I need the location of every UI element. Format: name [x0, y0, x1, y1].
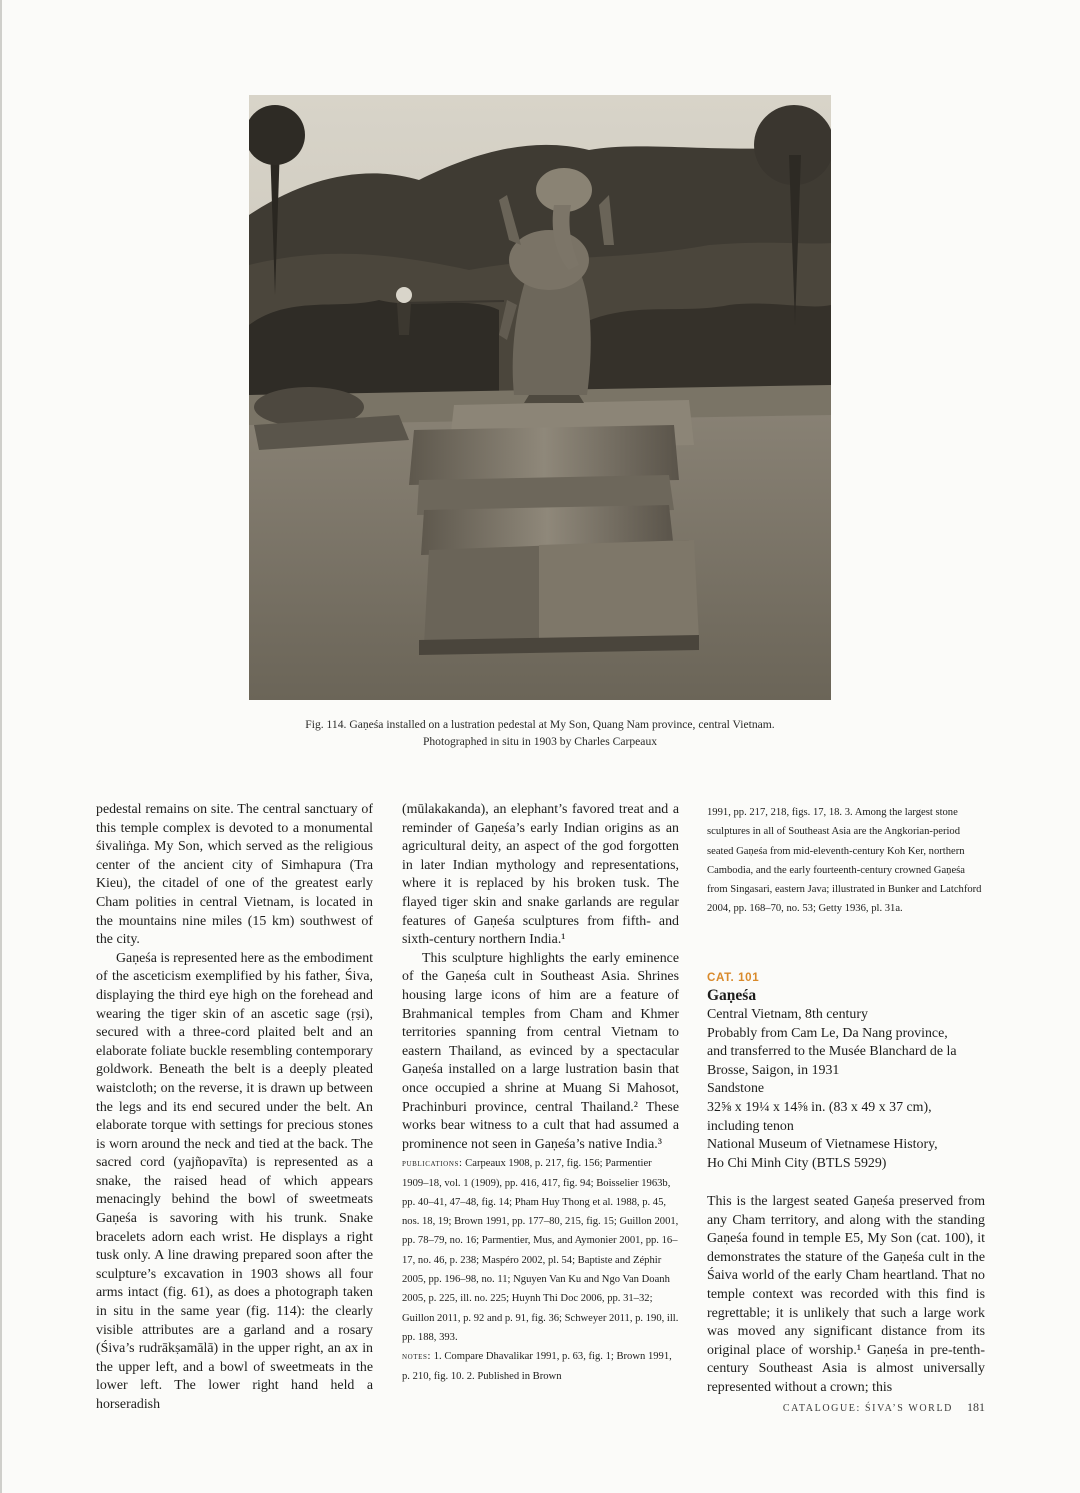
- text-column-1: [96, 801, 373, 1415]
- detail-line: Brosse, Saigon, in 1931: [707, 1062, 840, 1078]
- notes-text: 1. Compare Dhavalikar 1991, p. 63, fig. 1; Brown 1991, p. 210, fig. 10. 2. Published in Brown: [402, 1351, 672, 1382]
- catalogue-body-paragraph: This is the largest seated Gaṇeśa preserved from any Cham territory, and along with the standing Gaṇeśa found in temple E5, My Son (cat. 100), it demonstrates the stature of the Gaṇeśa cult in the Śaiva world of the early Cham heartland. That no temple context was recorded with this find is regrettable; it is unlikely that such a large work was moved any significant distance from its original place of worship.¹ Gaṇeśa in pre-tenth-century Southeast Asia is almost universally represented without a crown; this: [707, 1194, 985, 1395]
- text-column-2: [402, 801, 679, 1386]
- running-head: CATALOGUE: ŚIVA’S WORLD: [782, 1403, 953, 1414]
- catalogue-details: [707, 1006, 985, 1173]
- detail-line: Probably from Cam Le, Da Nang province,: [707, 1025, 948, 1041]
- publications-label: publications:: [402, 1158, 463, 1170]
- page-footer: [783, 1400, 985, 1415]
- detail-line: Sandstone: [707, 1081, 765, 1097]
- notes-label: notes:: [402, 1351, 432, 1363]
- detail-line: National Museum of Vietnamese History,: [707, 1137, 938, 1153]
- catalogue-entry: [707, 970, 985, 1173]
- catalogue-body: [707, 1193, 985, 1398]
- figure-photograph: [249, 95, 831, 700]
- notes-block: [402, 1347, 679, 1386]
- detail-line: and transferred to the Musée Blanchard de la: [707, 1044, 957, 1060]
- figure-caption: [200, 716, 880, 750]
- detail-line: Ho Chi Minh City (BTLS 5929): [707, 1155, 887, 1171]
- page-number: 181: [967, 1400, 985, 1414]
- detail-line: 32⅝ x 19¼ x 14⅝ in. (83 x 49 x 37 cm),: [707, 1099, 932, 1115]
- detail-line: Central Vietnam, 8th century: [707, 1007, 868, 1022]
- page-edge: [0, 0, 2, 1493]
- notes-continued: 1991, pp. 217, 218, figs. 17, 18. 3. Among the largest stone sculptures in all of Southeast Asia are the Angkorian-period seated Gaṇeśa from mid-eleventh-century Koh Ker, northern Cambodia, and the early fourteenth-century crowned Gaṇeśa from Singasari, eastern Java; illustrated in Bunker and Latchford 2004, pp. 168–70, no. 53; Getty 1936, pl. 31a.: [707, 807, 982, 915]
- column1-paragraph-1: pedestal remains on site. The central sanctuary of this temple complex is devoted to a monumental śivaliṅga. My Son, which served as the religious center of the ancient city of Simhapura (Tra Kieu), the citadel of one of the greatest early Cham polities in central Vietnam, is located in the mountains nine miles (15 km) southwest of the city.: [96, 802, 373, 948]
- caption-line-1: Fig. 114. Gaṇeśa installed on a lustration pedestal at My Son, Quang Nam province, central Vietnam.: [305, 718, 775, 731]
- catalogue-number: CAT. 101: [707, 971, 760, 984]
- detail-line: including tenon: [707, 1118, 794, 1134]
- column2-paragraph-2: This sculpture highlights the early eminence of the Gaṇeśa cult in Southeast Asia. Shrines housing large icons of him are a feature of Brahmanical temples from Cham and Khmer territories spanning from central Vietnam to eastern Thailand, as evinced by a spectacular Gaṇeśa installed on a large lustration basin that once occupied a shrine at Muang Si Mahosot, Prachinburi province, central Thailand.² These works bear witness to a cult that had assumed a prominence not seen in Gaṇeśa’s native India.³: [402, 950, 679, 1152]
- column2-paragraph-1: (mūlakakanda), an elephant’s favored treat and a reminder of Gaṇeśa’s early Indian origins as an agricultural deity, an aspect of the god forgotten in later Indian mythology and representations, where it is replaced by his broken tusk. The flayed tiger skin and snake garlands are regular features of Gaṇeśa sculptures from fifth- and sixth-century northern India.¹: [402, 802, 679, 948]
- catalogue-title: Gaṇeśa: [707, 987, 757, 1004]
- publications-block: [402, 1154, 679, 1347]
- publications-text: Carpeaux 1908, p. 217, fig. 156; Parmentier 1909–18, vol. 1 (1909), pp. 416, 417, fig. 94; Boisselier 1963b, pp. 40–41, 47–48, fig. 14; Pham Huy Thong et al. 1988, p. 45, nos. 18, 19; Brown 1991, pp. 177–80, 215, fig. 15; Guillon 2001, pp. 78–79, no. 16; Parmentier, Mus, and Aymonier 2001, pp. 16–17, no. 46, p. 238; Maspéro 2002, pl. 54; Baptiste and Zéphir 2005, pp. 196–98, no. 11; Nguyen Van Ku and Ngo Van Doanh 2005, p. 225, ill. no. 225; Huynh Thi Doc 2006, pp. 31–32; Guillon 2011, p. 92 and p. 91, fig. 36; Schweyer 2011, p. 190, ill. pp. 188, 393.: [402, 1158, 679, 1343]
- caption-line-2: Photographed in situ in 1903 by Charles Carpeaux: [422, 735, 658, 748]
- column1-paragraph-2: Gaṇeśa is represented here as the embodiment of the asceticism exemplified by his father, Śiva, displaying the third eye high on the forehead and wearing the tiger skin of an ascetic sage (ṛṣi), secured with a three-cord plaited belt and an elaborate foliate buckle resembling contemporary goldwork. Beneath the belt is a deeply pleated waistcloth; on the reverse, it is drawn up between the legs and its end secured under the belt. An elaborate torque with settings for precious stones is worn around the neck and tied at the back. The sacred cord (yajñopavīta) is represented as a snake, the raised head of which appears menacingly behind the bowl of sweetmeats Gaṇeśa is savoring with his trunk. Snake bracelets adorn each wrist. He displays a right tusk only. A line drawing prepared soon after the sculpture’s excavation in 1903 shows all four arms intact (fig. 61), as does a photograph taken in situ in the same year (fig. 114): the clearly visible attributes are a garland and a rosary (Śiva’s rudrākṣamālā) in the upper right, an ax in the upper left, and a bowl of sweetmeats in the lower left. The lower right hand held a horseradish: [96, 950, 373, 1412]
- text-column-3: [707, 801, 985, 919]
